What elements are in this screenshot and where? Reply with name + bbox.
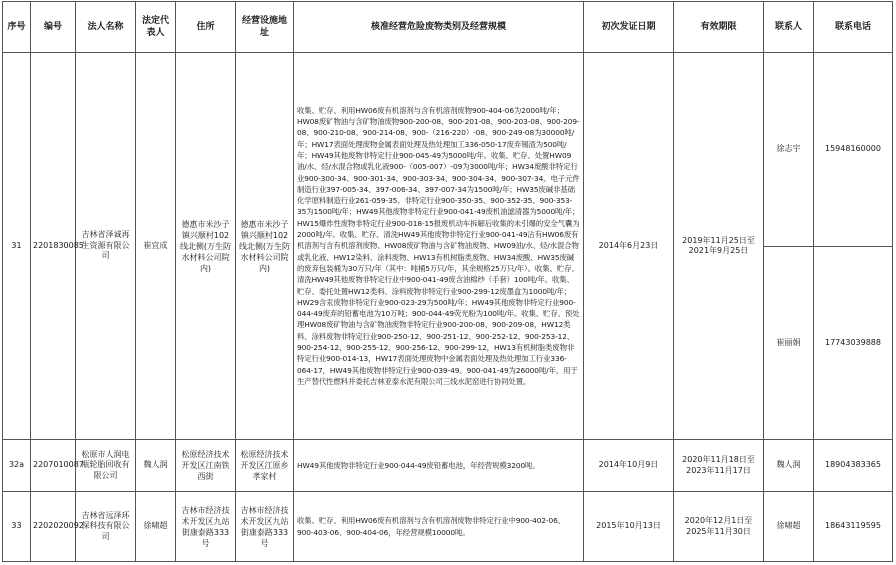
header-row <box>3 2 893 53</box>
row-facility: 松原经济技术开发区江原乡孝家村 <box>236 440 294 492</box>
row-legal-name: 松原市人润电瓶轮胎回收有限公司 <box>76 440 136 492</box>
row-first-issue: 2015年10月13日 <box>584 492 674 562</box>
row-validity: 2020年12月1日至2025年11月30日 <box>674 492 764 562</box>
permit-table-page <box>2 1 894 563</box>
row-contacts <box>764 53 814 440</box>
row-residence: 吉林市经济技术开发区九站街康泰路333号 <box>176 492 236 562</box>
header-code: 编号 <box>31 2 76 53</box>
row-residence: 松原经济技术开发区江南铁西街 <box>176 440 236 492</box>
row-legal-rep: 徐啸超 <box>136 492 176 562</box>
row-legal-name: 吉林省泽诚再生资源有限公司 <box>76 53 136 440</box>
row-validity: 2020年11月18日至2023年11月17日 <box>674 440 764 492</box>
header-scope: 核准经营危险废物类别及经营规模 <box>294 2 584 53</box>
row-legal-name: 吉林省远泽环保科技有限公司 <box>76 492 136 562</box>
row-facility: 德惠市米沙子镇兴顺村102线北侧(万生防水材料公司院内) <box>236 53 294 440</box>
header-legal-rep: 法定代表人 <box>136 2 176 53</box>
table-row <box>3 440 893 492</box>
row-seq: 31 <box>3 53 31 440</box>
contact-name: 崔丽娟 <box>764 246 813 440</box>
header-facility: 经营设施地址 <box>236 2 294 53</box>
header-legal-name: 法人名称 <box>76 2 136 53</box>
contact-phone: 18643119595 <box>814 492 893 562</box>
row-first-issue: 2014年6月23日 <box>584 53 674 440</box>
row-code: 2202020092 <box>31 492 76 562</box>
row-validity: 2019年11月25日至2021年9月25日 <box>674 53 764 440</box>
table-row <box>3 53 893 440</box>
row-code: 2207010087 <box>31 440 76 492</box>
row-code: 2201830085 <box>31 53 76 440</box>
row-seq: 33 <box>3 492 31 562</box>
row-scope: HW49其他废物非特定行业900-044-49废铅蓄电池，年经营规模3200吨。 <box>294 440 584 492</box>
contact-name: 徐志宇 <box>776 144 801 153</box>
row-first-issue: 2014年10月9日 <box>584 440 674 492</box>
header-seq: 序号 <box>3 2 31 53</box>
header-validity: 有效期限 <box>674 2 764 53</box>
row-seq: 32a <box>3 440 31 492</box>
header-first-issue: 初次发证日期 <box>584 2 674 53</box>
contact-name: 魏人润 <box>764 440 814 492</box>
header-residence: 住所 <box>176 2 236 53</box>
permit-table <box>2 1 893 562</box>
contact-phone: 17743039888 <box>814 246 892 440</box>
table-row <box>3 492 893 562</box>
header-contact: 联系人 <box>764 2 814 53</box>
row-scope: 收集、贮存、利用HW06废有机溶剂与含有机溶剂废物非特定行业中900-402-06、900-403-06、900-404-06，年经营规模10000吨。 <box>294 492 584 562</box>
row-phones <box>814 53 893 440</box>
row-residence: 德惠市米沙子镇兴顺村102线北侧(万生防水材料公司院内) <box>176 53 236 440</box>
row-legal-rep: 魏人润 <box>136 440 176 492</box>
header-phone: 联系电话 <box>814 2 893 53</box>
row-legal-rep: 崔宜成 <box>136 53 176 440</box>
contact-phone: 15948160000 <box>825 144 881 153</box>
row-facility: 吉林市经济技术开发区九站街康泰路333号 <box>236 492 294 562</box>
contact-name: 徐啸超 <box>764 492 814 562</box>
row-scope: 收集、贮存、利用HW06废有机溶剂与含有机溶剂废物900-404-06为2000吨/年；HW08废矿物油与含矿物油废物900-200-08、900-201-08、900-203-08、900-209-08、900-210-08、900-214-08、900-（216-220）-08、900-249-08为30000吨/年；HW17表面处理废物金属表面处理及热处理加工336-050-17废弃锡渣为500吨/年；HW49其他废物非特定行业900-045-49为5000吨/年。收集、贮存、处置HW09油/水、烃/水混合物或乳化液900-（005-007）-09为3000吨/年；HW34废酸非特定行业900-300-34、900-301-34、900-303-34、900-304-34、900-307-34、电子元件制造行业397-005-34、397-006-34、397-007-34为1500吨/年；HW35废碱非基础化学原料制造行业261-059-35、非特定行业900-350-35、900-352-35、900-353-35为1500吨/年；HW49其他废物非特定行业900-041-49废机油滤清器为5000吨/年；HW15爆炸性废物非特定行业900-018-15报废机动车拆解后收集的未引爆的安全气囊为2000吨/年。收集、贮存、清洗HW49其他废物非特定行业900-041-49沾有HW06废有机溶剂与含有机溶剂废物、HW08废矿物油与含矿物油废物、HW09油/水、烃/水混合物或乳化液、HW12染料、涂料废物、HW13有机树脂类废物、HW34废酸、HW35废碱的废弃包装桶为30万只/年（其中：吨桶5万只/年，其余规格25万只/年）。收集、贮存、清洗HW49其他废物非特定行业中900-041-49废含油棉纱（手套）100吨/年。收集、贮存、委托处置HW12类料、涂料废物非特定行业900-299-12废墨盒为1000吨/年；HW29含汞废物非特定行业900-023-29为500吨/年；HW49其他废物非特定行业900-044-49废弃的铅蓄电池为10万吨；900-044-49荧光粉为100吨/年。收集、贮存、预处理HW08废矿物油与含矿物油废物非特定行业900-200-08、900-209-08，HW12类料、涂料废物非特定行业900-250-12、900-251-12、900-252-12、900-253-12、900-254-12、900-255-12、900-256-12、900-299-12，HW13有机树脂类废物非特定行业900-014-13，HW17表面处理废物中金属表面处理及热处理加工行业336-064-17，HW49其他废物非特定行业900-039-49、900-041-49为26000吨/年，用于生产替代性燃料并委托吉林亚泰水泥有限公司三线水泥窑进行协同处置。 <box>294 53 584 440</box>
contact-phone: 18904383365 <box>814 440 893 492</box>
